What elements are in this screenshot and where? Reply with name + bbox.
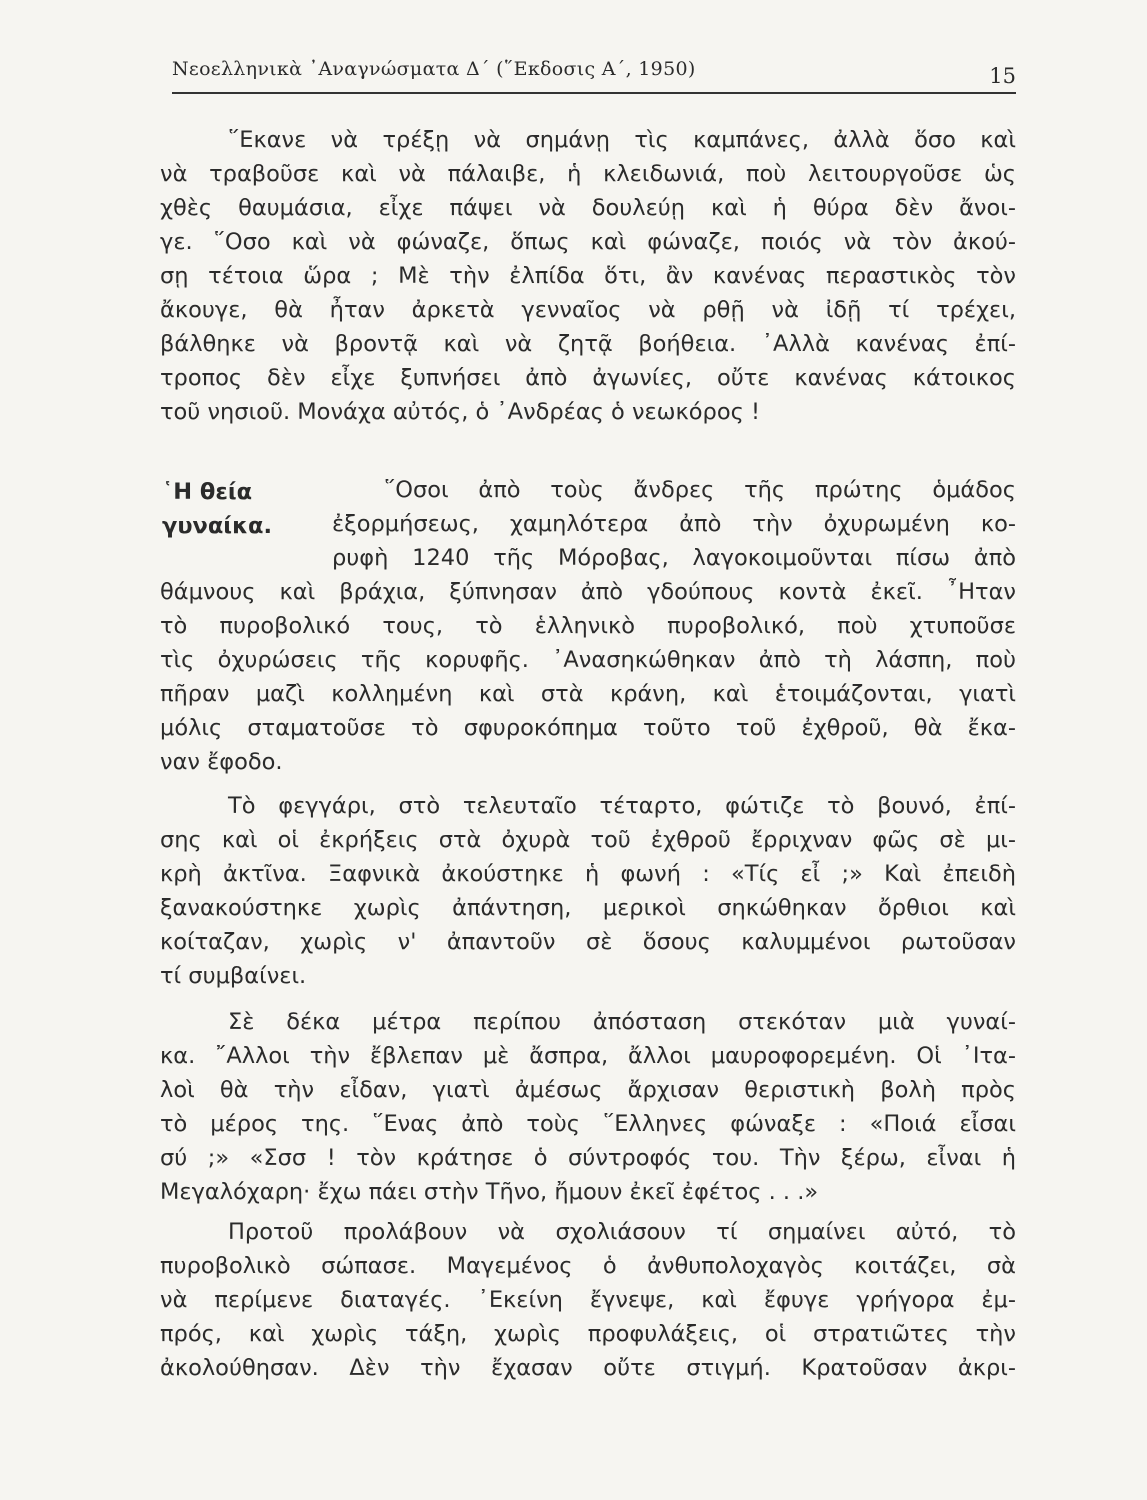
- text-line: τί συμβαίνει.: [160, 963, 307, 989]
- text-line: ναν ἔφοδο.: [160, 749, 283, 775]
- text-line: τὸ πυροβολικό τους, τὸ ἑλληνικὸ πυροβολικό, ποὺ χτυποῦσε: [160, 613, 1016, 639]
- header-rule: [172, 92, 1016, 94]
- page-number: 15: [989, 64, 1016, 88]
- text-line: κα. ῎Αλλοι τὴν ἔβλεπαν μὲ ἄσπρα, ἄλλοι μαυροφορεμένη. Οἱ ᾿Ιτα-: [160, 1043, 1016, 1069]
- text-line: κρὴ ἀκτῖνα. Ξαφνικὰ ἀκούστηκε ἡ φωνή : «Τίς εἶ ;» Καὶ ἐπειδὴ: [160, 861, 1016, 887]
- text-line: λοὶ θὰ τὴν εἶδαν, γιατὶ ἀμέσως ἄρχισαν θεριστικὴ βολὴ πρὸς: [160, 1077, 1016, 1103]
- header-title: Νεοελληνικὰ ᾿Αναγνώσματα Δ΄ (῞Εκδοσις Α΄, 1950): [172, 58, 696, 80]
- text-line: σης καὶ οἱ ἐκρήξεις στὰ ὀχυρὰ τοῦ ἐχθροῦ ἔρριχναν φῶς σὲ μι-: [160, 827, 1016, 853]
- text-line: τροπος δὲν εἶχε ξυπνήσει ἀπὸ ἀγωνίες, οὔτε κανένας κάτοικος: [160, 365, 1016, 391]
- text-line: βάλθηκε νὰ βροντᾷ καὶ νὰ ζητᾷ βοήθεια. ᾿Αλλὰ κανένας ἐπί-: [160, 331, 1016, 357]
- text-line: Σὲ δέκα μέτρα περίπου ἀπόσταση στεκόταν μιὰ γυναί-: [228, 1009, 1016, 1035]
- text-line: μόλις σταματοῦσε τὸ σφυροκόπημα τοῦτο τοῦ ἐχθροῦ, θὰ ἔκα-: [160, 715, 1016, 741]
- text-line: ῞Οσοι ἀπὸ τοὺς ἄνδρες τῆς πρώτης ὁμάδος: [384, 477, 1016, 503]
- text-line: ῞Εκανε νὰ τρέξῃ νὰ σημάνῃ τὶς καμπάνες, ἀλλὰ ὅσο καὶ: [228, 127, 1016, 153]
- text-line: γε. ῞Οσο καὶ νὰ φώναζε, ὅπως καὶ φώναζε, ποιός νὰ τὸν ἀκού-: [160, 229, 1016, 255]
- text-line: ἀκολούθησαν. Δὲν τὴν ἔχασαν οὔτε στιγμή. Κρατοῦσαν ἀκρι-: [160, 1355, 1016, 1381]
- text-line: τὸ μέρος της. ῞Ενας ἀπὸ τοὺς ῞Ελληνες φώναξε : «Ποιά εἶσαι: [160, 1111, 1016, 1137]
- text-line: Τὸ φεγγάρι, στὸ τελευταῖο τέταρτο, φώτιζε τὸ βουνό, ἐπί-: [228, 793, 1016, 819]
- running-header: [172, 46, 1016, 96]
- text-line: νὰ περίμενε διαταγές. ᾿Εκείνη ἔγνεψε, καὶ ἔφυγε γρήγορα ἐμ-: [160, 1287, 1016, 1313]
- text-line: θάμνους καὶ βράχια, ξύπνησαν ἀπὸ γδούπους κοντὰ ἐκεῖ. ῏Ηταν: [160, 579, 1016, 605]
- side-heading-line: ῾Η θεία: [162, 479, 253, 505]
- text-line: ἐξορμήσεως, χαμηλότερα ἀπὸ τὴν ὀχυρωμένη κο-: [332, 511, 1016, 537]
- text-line: πυροβολικὸ σώπασε. Μαγεμένος ὁ ἀνθυπολοχαγὸς κοιτάζει, σὰ: [160, 1253, 1016, 1279]
- text-line: ρυφὴ 1240 τῆς Μόροβας, λαγοκοιμοῦνται πίσω ἀπὸ: [332, 545, 1016, 571]
- text-line: τοῦ νησιοῦ. Μονάχα αὐτός, ὁ ᾿Ανδρέας ὁ νεωκόρος !: [160, 399, 760, 425]
- text-line: Προτοῦ προλάβουν νὰ σχολιάσουν τί σημαίνει αὐτό, τὸ: [228, 1219, 1016, 1245]
- text-line: ξανακούστηκε χωρὶς ἀπάντηση, μερικοὶ σηκώθηκαν ὄρθιοι καὶ: [160, 895, 1016, 921]
- text-line: σύ ;» «Σσσ ! τὸν κράτησε ὁ σύντροφός του. Τὴν ξέρω, εἶναι ἡ: [160, 1145, 1016, 1171]
- text-line: νὰ τραβοῦσε καὶ νὰ πάλαιβε, ἡ κλειδωνιά, ποὺ λειτουργοῦσε ὡς: [160, 161, 1016, 187]
- text-line: σῃ τέτοια ὥρα ; Μὲ τὴν ἐλπίδα ὅτι, ἂν κανένας περαστικὸς τὸν: [160, 263, 1016, 289]
- text-line: πρός, καὶ χωρὶς τάξη, χωρὶς προφυλάξεις, οἱ στρατιῶτες τὴν: [160, 1321, 1016, 1347]
- side-heading-line: γυναίκα.: [162, 513, 273, 539]
- text-line: τὶς ὀχυρώσεις τῆς κορυφῆς. ᾿Ανασηκώθηκαν ἀπὸ τὴ λάσπη, ποὺ: [160, 647, 1016, 673]
- text-line: ἄκουγε, θὰ ἦταν ἀρκετὰ γενναῖος νὰ ρθῇ νὰ ἰδῇ τί τρέχει,: [160, 297, 1016, 323]
- text-line: χθὲς θαυμάσια, εἶχε πάψει νὰ δουλεύῃ καὶ ἡ θύρα δὲν ἄνοι-: [160, 195, 1016, 221]
- text-line: Μεγαλόχαρη· ἔχω πάει στὴν Τῆνο, ἤμουν ἐκεῖ ἐφέτος . . .»: [160, 1179, 819, 1205]
- text-line: κοίταζαν, χωρὶς ν' ἀπαντοῦν σὲ ὅσους καλυμμένοι ρωτοῦσαν: [160, 929, 1016, 955]
- text-line: πῆραν μαζὶ κολλημένη καὶ στὰ κράνη, καὶ ἑτοιμάζονται, γιατὶ: [160, 681, 1016, 707]
